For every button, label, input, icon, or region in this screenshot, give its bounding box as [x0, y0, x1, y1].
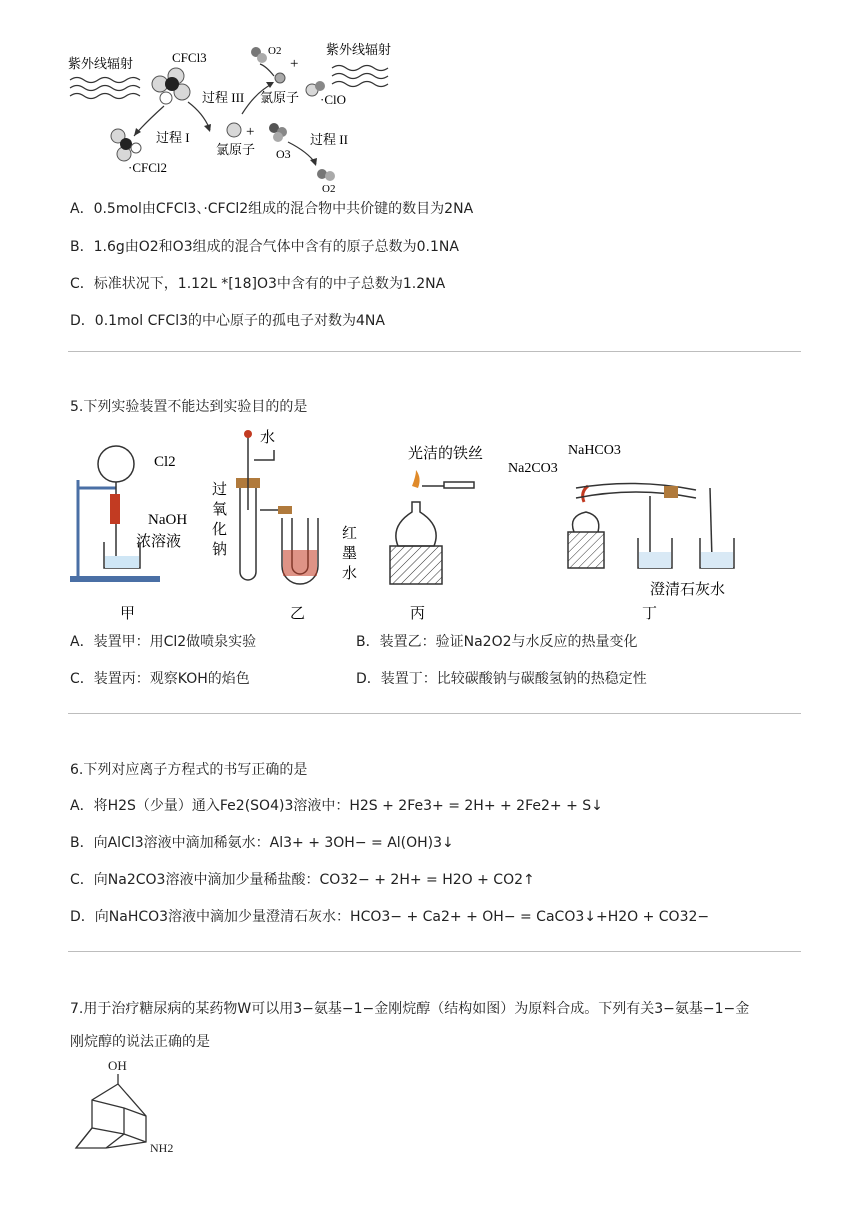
cl-atom-label-1: 氯原子	[216, 142, 256, 157]
apparatus-yi	[236, 430, 318, 584]
apparatus-ding	[568, 483, 734, 568]
o2-top-label: O2	[268, 45, 282, 57]
uv-left-label: 紫外线辐射	[68, 56, 134, 71]
divider-3	[68, 951, 801, 952]
q4-option-d: D．0.1mol CFCl3的中心原子的孤电子对数为4NA	[70, 313, 385, 329]
ding-nahco3-label: NaHCO3	[568, 443, 621, 458]
oh-label: OH	[108, 1058, 127, 1073]
caption-bing: 丙	[410, 606, 426, 622]
adamantane-structure	[66, 1056, 206, 1166]
svg-text:化: 化	[212, 522, 228, 538]
cfcl2-label: ·CFCl2	[128, 160, 168, 175]
yi-ink-label	[342, 525, 357, 582]
o3-molecule	[269, 123, 287, 142]
uv-right-waves	[332, 66, 388, 87]
clo-label: ·ClO	[320, 92, 346, 107]
q6-option-a: A．将H2S（少量）通入Fe2(SO4)3溶液中：H2S + 2Fe3+ = 2H+ + 2Fe2+ + S↓	[70, 798, 603, 814]
bing-wire-label: 光洁的铁丝	[408, 446, 484, 462]
jia-naoh-label: NaOH	[148, 512, 188, 528]
o2-top-molecule	[251, 47, 267, 63]
cl-atom-label-2: 氯原子	[260, 90, 300, 105]
divider-2	[68, 713, 801, 714]
q7-stem-line2: 刚烷醇的说法正确的是	[70, 1034, 210, 1050]
o3-label: O3	[276, 147, 291, 161]
process-3-label: 过程 III	[202, 90, 245, 105]
o2-bottom-molecule	[317, 169, 335, 181]
cfcl3-molecule	[152, 68, 190, 104]
svg-text:过: 过	[212, 482, 228, 498]
q5-option-c: C．装置丙：观察KOH的焰色	[70, 671, 250, 687]
caption-ding: 丁	[642, 606, 658, 622]
yi-water-label: 水	[260, 430, 276, 446]
caption-jia: 甲	[120, 606, 136, 622]
q4-option-a: A．0.5mol由CFCl3、·CFCl2组成的混合物中共价键的数目为2NA	[70, 201, 474, 217]
o2-bottom-label: O2	[322, 183, 336, 195]
apparatus-figure	[64, 420, 784, 630]
q5-stem: 5.下列实验装置不能达到实验目的的是	[70, 399, 308, 415]
svg-text:氧: 氧	[212, 502, 228, 518]
q6-option-b: B．向AlCl3溶液中滴加稀氨水：Al3+ + 3OH− = Al(OH)3↓	[70, 835, 454, 851]
q5-option-a: A．装置甲：用Cl2做喷泉实验	[70, 634, 257, 650]
jia-conc-label: 浓溶液	[136, 534, 182, 550]
ding-na2co3-label: Na2CO3	[508, 461, 558, 476]
svg-text:墨: 墨	[342, 546, 358, 562]
q5-option-b: B．装置乙：验证Na2O2与水反应的热量变化	[356, 634, 638, 650]
q4-option-b: B．1.6g由O2和O3组成的混合气体中含有的原子总数为0.1NA	[70, 239, 459, 255]
svg-text:水: 水	[342, 566, 358, 582]
ozone-depletion-diagram	[64, 36, 404, 196]
q6-option-d: D．向NaHCO3溶液中滴加少量澄清石灰水：HCO3− + Ca2+ + OH− = CaCO3↓+H2O + CO32−	[70, 909, 710, 925]
nh2-label: NH2	[150, 1141, 174, 1155]
svg-text:+: +	[290, 56, 299, 72]
apparatus-bing	[390, 470, 474, 584]
jia-cl2-label: Cl2	[154, 454, 176, 470]
caption-yi: 乙	[290, 606, 306, 622]
divider-1	[68, 351, 801, 352]
q7-stem-line1: 7.用于治疗糖尿病的某药物W可以用3−氨基−1−金刚烷醇（结构如图）为原料合成。下列有关3−氨基−1−金	[70, 1001, 750, 1017]
uv-left-waves	[70, 78, 140, 99]
cl-atom-middle	[227, 123, 241, 137]
cl-atom-top	[275, 73, 285, 83]
q6-stem: 6.下列对应离子方程式的书写正确的是	[70, 762, 308, 778]
yi-peroxide-label	[212, 481, 227, 558]
apparatus-jia	[70, 446, 160, 582]
process-2-label: 过程 II	[310, 132, 348, 147]
svg-text:钠: 钠	[212, 542, 228, 558]
q4-option-c: C．标准状况下，1.12L *[18]O3中含有的中子总数为1.2NA	[70, 276, 446, 292]
svg-text:红: 红	[342, 526, 358, 542]
ding-limewater-label: 澄清石灰水	[650, 582, 726, 598]
svg-text:+: +	[246, 124, 255, 140]
cfcl3-label: CFCl3	[172, 50, 207, 65]
q6-option-c: C．向Na2CO3溶液中滴加少量稀盐酸：CO32− + 2H+ = H2O + CO2↑	[70, 872, 535, 888]
process-1-label: 过程 I	[156, 130, 190, 145]
uv-right-label: 紫外线辐射	[326, 42, 392, 57]
q5-option-d: D．装置丁：比较碳酸钠与碳酸氢钠的热稳定性	[356, 671, 647, 687]
